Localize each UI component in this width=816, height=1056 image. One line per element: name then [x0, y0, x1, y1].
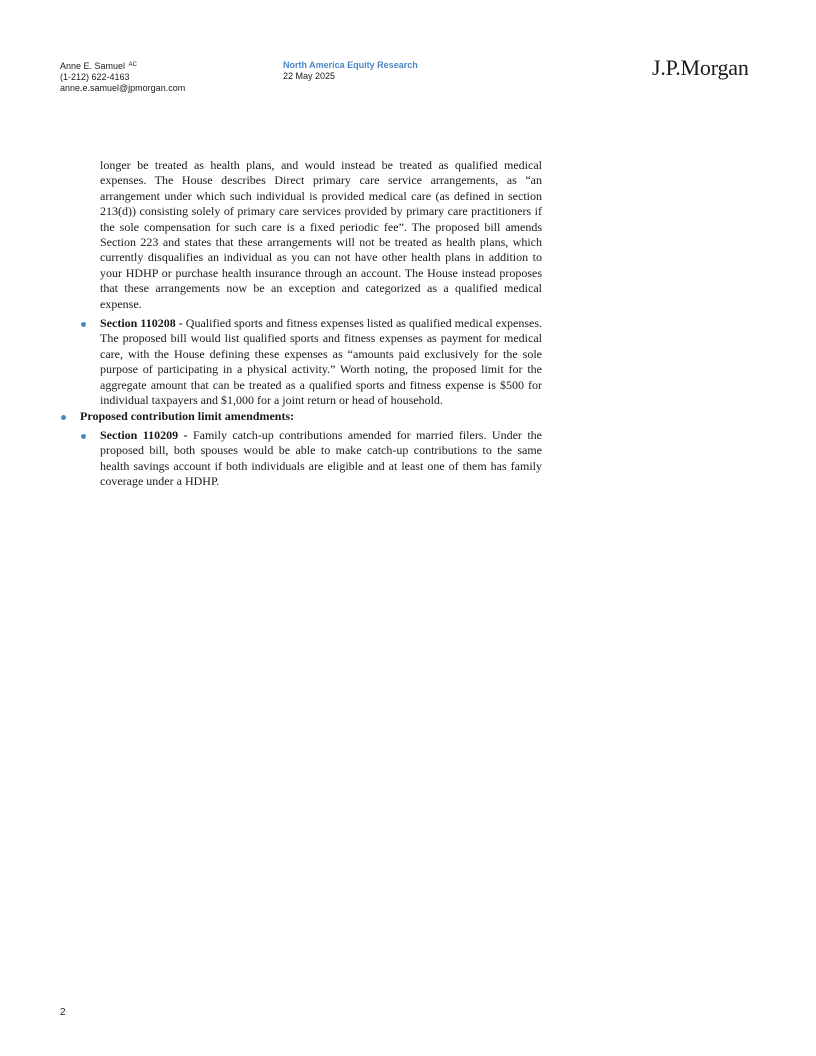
report-date: 22 May 2025	[283, 71, 336, 81]
contribution-heading: Proposed contribution limit amendments:	[80, 408, 295, 423]
section-110208-title: Section 110208 -	[100, 316, 183, 331]
author-phone: (1-212) 622-4163	[60, 72, 130, 82]
section-110209-title: Section 110209 -	[100, 427, 188, 442]
list-item-section-110208	[100, 316, 542, 408]
author-name-line	[60, 60, 185, 72]
report-body	[60, 158, 542, 490]
bullet-icon	[81, 434, 86, 439]
department-name: North America Equity Research	[283, 60, 418, 70]
continuation-paragraph: longer be treated as health plans, and would instead be treated as qualified medical expenses. The House describes Direct primary care service arrangements, as “an arrangement under which such individual is provided medical care (as defined in section 213(d)) consisting solely of primary care services provided by primary care practitioners if the sole compensation for such care is a fixed periodic fee”. The proposed bill amends Section 223 and states that these arrangements will not be treated as health plans, which currently disqualifies an individual as you can not have other health plans in addition to your HDHP or purchase health insurance through an account. The House instead proposes that these arrangements now be an exception and categorized as a qualified medical expense.	[100, 158, 542, 311]
section-110209-text: Family catch-up contributions amended for married filers. Under the proposed bill, both spouses would be able to make catch-up contributions to the same health savings account if both individuals are eligible and at least one of them has family coverage under a HDHP.	[100, 427, 542, 489]
list-item-contribution-heading	[80, 409, 542, 424]
page-number: 2	[60, 1007, 66, 1018]
jpmorgan-logo: J.P.Morgan	[652, 55, 749, 80]
bullet-icon	[81, 322, 86, 327]
author-name: Anne E. Samuel	[60, 61, 126, 71]
author-suffix: AC	[128, 62, 137, 68]
department-block	[283, 60, 418, 82]
bullet-icon	[61, 415, 66, 420]
author-block	[60, 60, 185, 94]
author-email[interactable]: anne.e.samuel@jpmorgan.com	[60, 83, 186, 93]
section-110208-text: Qualified sports and fitness expenses listed as qualified medical expenses. The proposed bill would list qualified sports and fitness expenses as payment for medical care, with the House defining these expenses as “amounts paid exclusively for the sole purpose of participating in a physical activity.” Worth noting, the proposed limit for the aggregate amount that can be treated as a qualified sports and fitness expense is $500 for individual taxpayers and $1,000 for a joint return or head of household.	[100, 316, 543, 408]
list-item-section-110209	[100, 428, 542, 490]
